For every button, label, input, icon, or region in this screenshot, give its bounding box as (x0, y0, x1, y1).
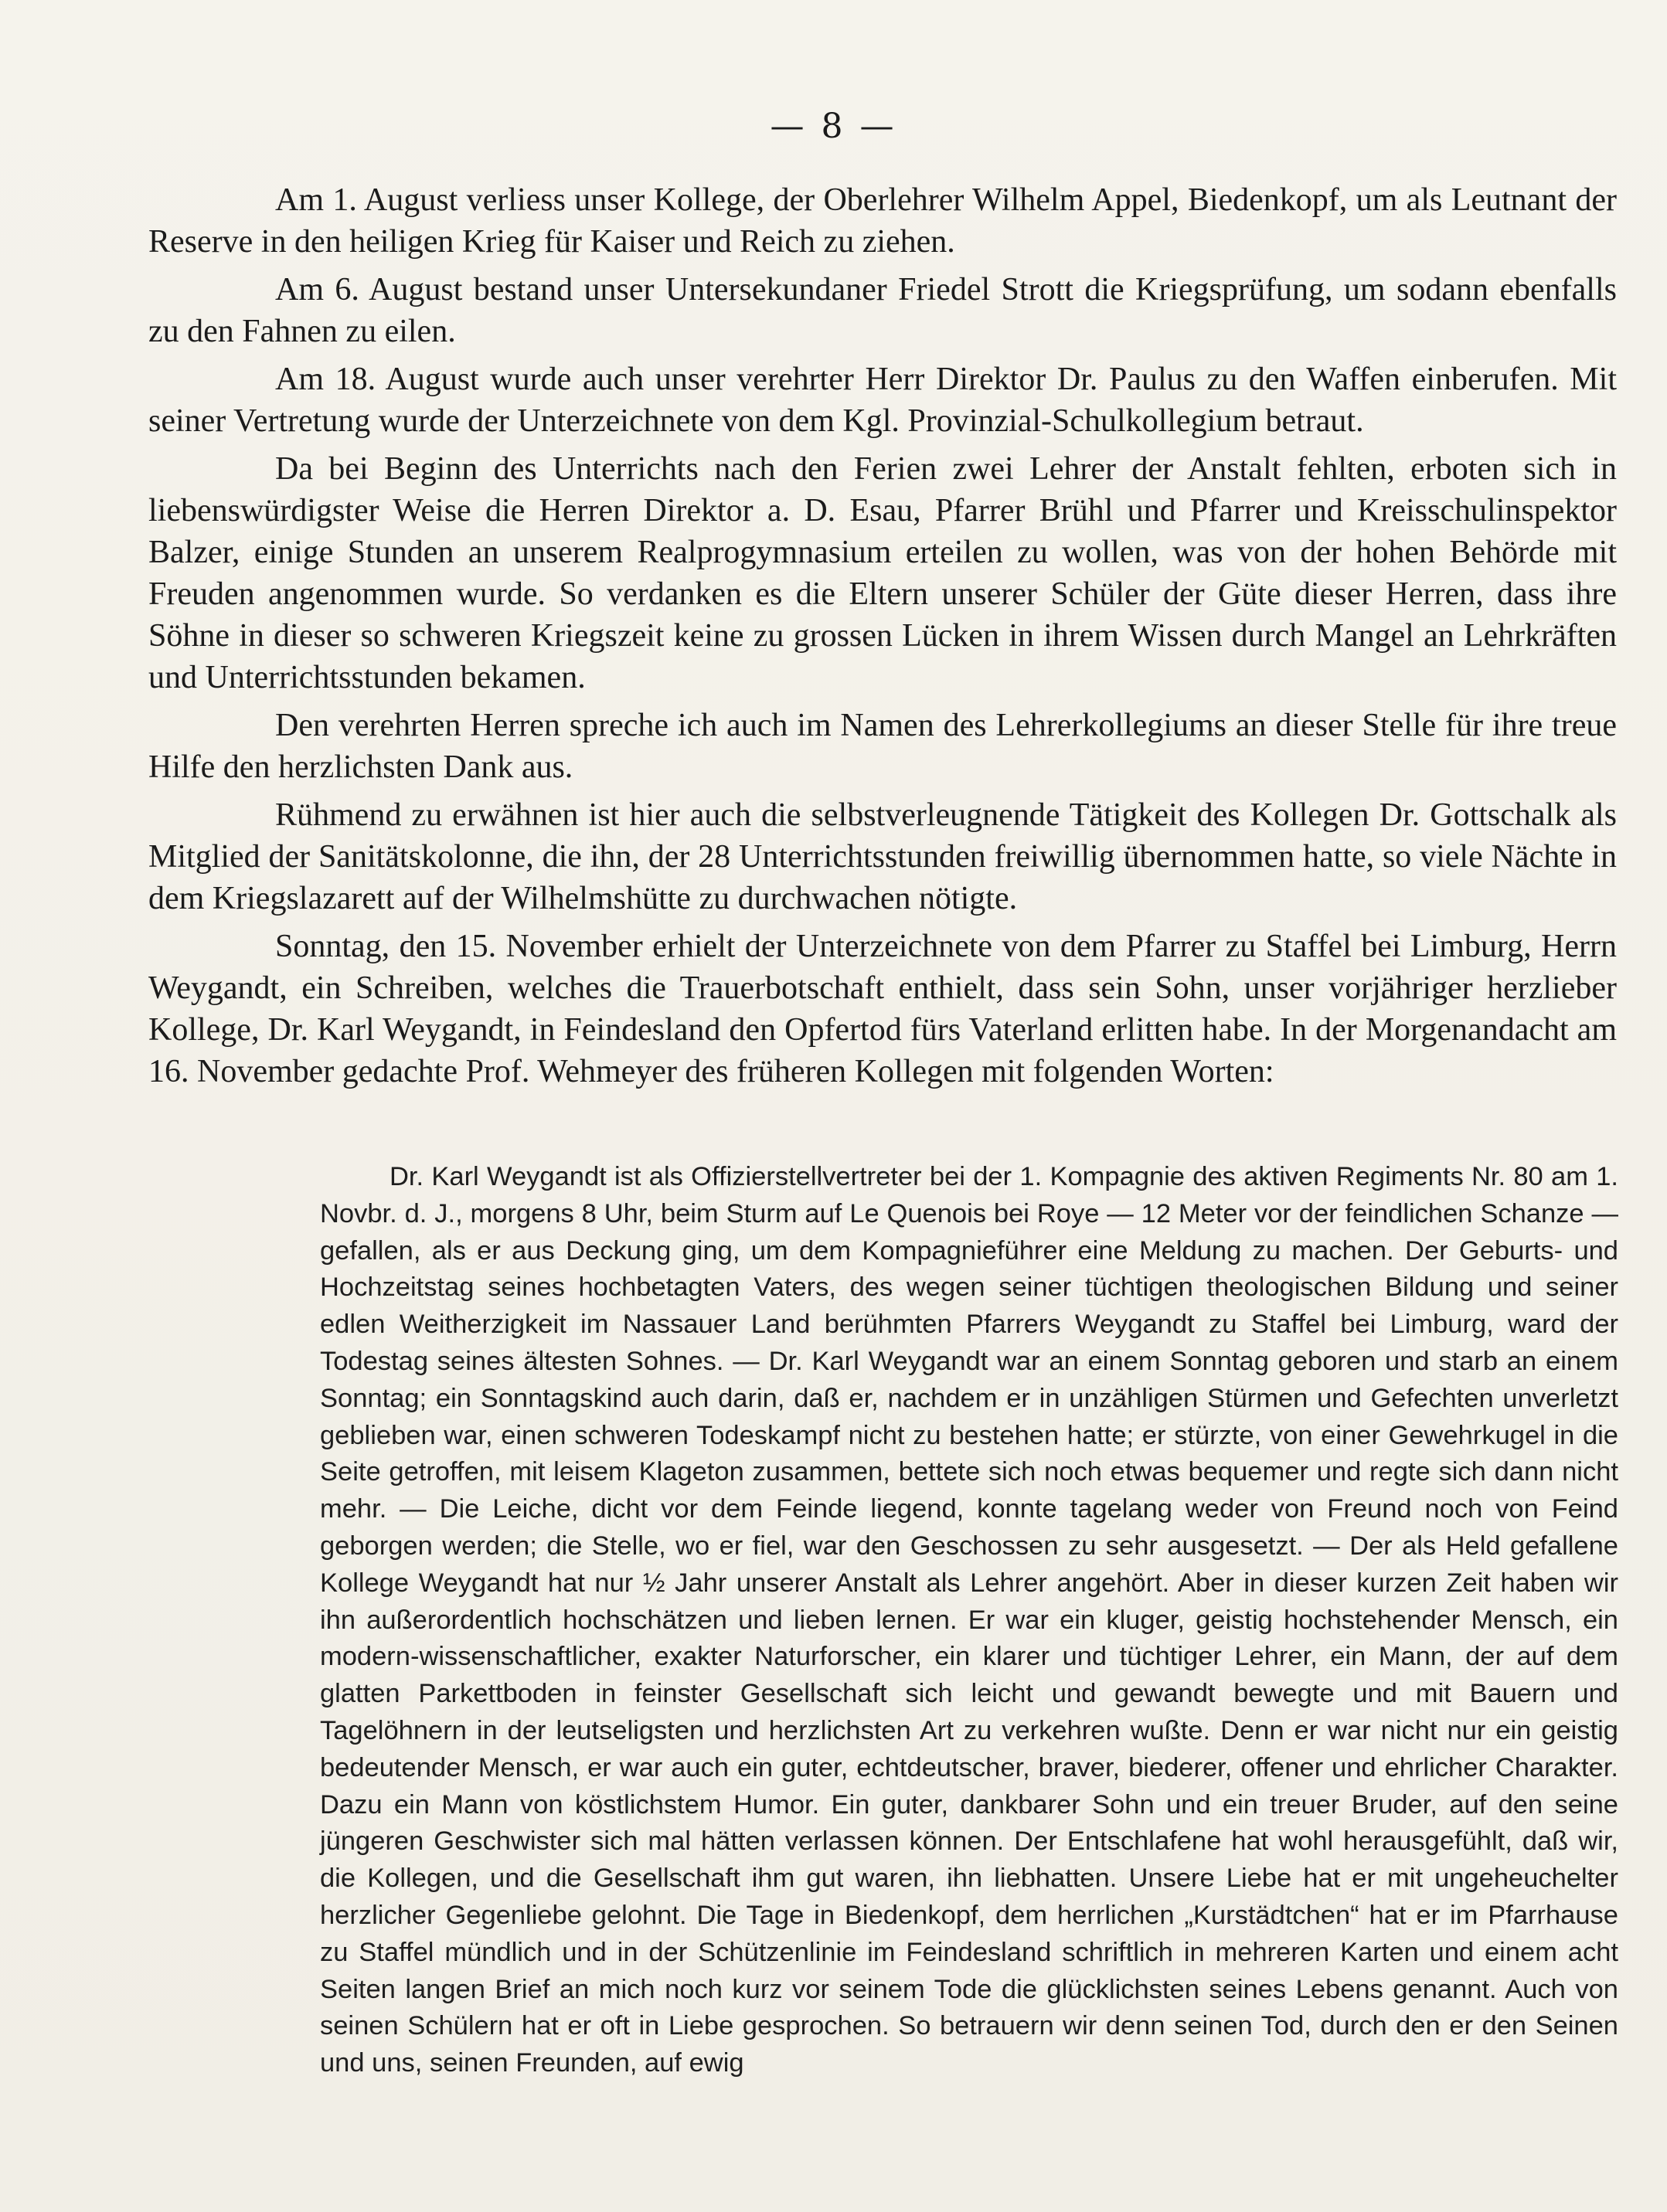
paragraph-gottschalk: Rühmend zu erwähnen ist hier auch die selbstverleugnende Tätigkeit des Kollegen Dr. Gottschalk als Mitglied der Sanitätskolonne, die ihn, der 28 Unterrichtsstunden freiwillig übernommen hatte, so viele Nächte in dem Kriegslazarett auf der Wilhelmshütte zu durchwachen nötigte. (148, 797, 1617, 916)
memorial-quote (320, 1159, 1618, 2082)
paragraph-substitute-teachers: Da bei Beginn des Unterrichts nach den Ferien zwei Lehrer der Anstalt fehlten, erboten sich in liebenswürdigster Weise die Herren Direktor a. D. Esau, Pfarrer Brühl und Pfarrer und Kreisschulinspektor Balzer, einige Stunden an unserem Realprogymnasium erteilen zu wollen, was von der hohen Behörde mit Freuden angenommen wurde. So verdanken es die Eltern unserer Schüler der Güte dieser Herren, dass ihre Söhne in dieser so schweren Kriegszeit keine zu grossen Lücken in ihrem Wissen durch Mangel an Lehrkräften und Unterrichtsstunden bekamen. (148, 451, 1617, 695)
paragraph-appel: Am 1. August verliess unser Kollege, der Oberlehrer Wilhelm Appel, Biedenkopf, um als Leutnant der Reserve in den heiligen Krieg für Kaiser und Reich zu ziehen. (148, 182, 1617, 260)
main-text (148, 179, 1617, 1099)
paragraph-paulus: Am 18. August wurde auch unser verehrter Herr Direktor Dr. Paulus zu den Waffen einberufen. Mit seiner Vertretung wurde der Unterzeichnete von dem Kgl. Provinzial-Schulkollegium betraut. (148, 362, 1617, 439)
page-number: — 8 — (770, 107, 897, 146)
quote-text: Dr. Karl Weygandt ist als Offizierstellvertreter bei der 1. Kompagnie des aktiven Regiments Nr. 80 am 1. Novbr. d. J., morgens 8 Uhr, beim Sturm auf Le Quenois bei Roye — 12 Meter vor der feindlichen Schanze — gefallen, als er aus Deckung ging, um dem Kompagnieführer eine Meldung zu machen. Der Geburts- und Hochzeitstag seines hochbetagten Vaters, des wegen seiner tüchtigen theologischen Bildung und seiner edlen Weitherzigkeit im Nassauer Land berühmten Pfarrers Weygandt zu Staffel bei Limburg, ward der Todestag seines ältesten Sohnes. — Dr. Karl Weygandt war an einem Sonntag geboren und starb an einem Sonntag; ein Sonntagskind auch darin, daß er, nachdem er in unzähligen Stürmen und Gefechten unverletzt geblieben war, einen schweren Todeskampf nicht zu bestehen hatte; er stürzte, von einer Gewehrkugel in die Seite getroffen, mit leisem Klageton zusammen, bettete sich noch etwas bequemer und regte sich dann nicht mehr. — Die Leiche, dicht vor dem Feinde liegend, konnte tagelang weder von Freund noch von Feind geborgen werden; die Stelle, wo er fiel, war den Geschossen zu sehr ausgesetzt. — Der als Held gefallene Kollege Weygandt hat nur ½ Jahr unserer Anstalt als Lehrer angehört. Aber in dieser kurzen Zeit haben wir ihn außerordentlich hochschätzen und lieben lernen. Er war ein kluger, geistig hochstehender Mensch, ein modern-wissenschaftlicher, exakter Naturforscher, ein klarer und tüchtiger Lehrer, ein Mann, der auf dem glatten Parkettboden in feinster Gesellschaft sich leicht und gewandt bewegte und mit Bauern und Tagelöhnern in der leutseligsten und herzlichsten Art zu verkehren wußte. Denn er war nicht nur ein geistig bedeutender Mensch, er war auch ein guter, echtdeutscher, braver, biederer, offener und ehrlicher Charakter. Dazu ein Mann von köstlichstem Humor. Ein guter, dankbarer Sohn und ein treuer Bruder, auf den seine jüngeren Geschwister sich mal hätten verlassen können. Der Entschlafene hat wohl herausgefühlt, daß wir, die Kollegen, und die Gesellschaft ihm gut waren, ihn liebhatten. Unsere Liebe hat er mit ungeheuchelter herzlicher Gegenliebe gelohnt. Die Tage in Biedenkopf, dem herrlichen „Kurstädtchen“ hat er im Pfarrhause zu Staffel mündlich und in der Schützenlinie im Feindesland schriftlich in mehreren Karten und einem acht Seiten langen Brief an mich noch kurz vor seinem Tode die glücklichsten seines Lebens genannt. Auch von seinen Schülern hat er oft in Liebe gesprochen. So betrauern wir denn seinen Tod, durch den er den Seinen und uns, seinen Freunden, auf ewig (320, 1162, 1618, 2078)
paragraph-weygandt-news: Sonntag, den 15. November erhielt der Unterzeichnete von dem Pfarrer zu Staffel bei Limburg, Herrn Weygandt, ein Schreiben, welches die Trauerbotschaft enthielt, dass sein Sohn, unser vorjähriger herzlieber Kollege, Dr. Karl Weygandt, in Feindesland den Opfertod fürs Vaterland erlitten habe. In der Morgenandacht am 16. November gedachte Prof. Wehmeyer des früheren Kollegen mit folgenden Worten: (148, 929, 1617, 1089)
paragraph-strott: Am 6. August bestand unser Untersekundaner Friedel Strott die Kriegsprüfung, um sodann ebenfalls zu den Fahnen zu eilen. (148, 272, 1617, 349)
paragraph-thanks: Den verehrten Herren spreche ich auch im Namen des Lehrerkollegiums an dieser Stelle für ihre treue Hilfe den herzlichsten Dank aus. (148, 708, 1617, 785)
